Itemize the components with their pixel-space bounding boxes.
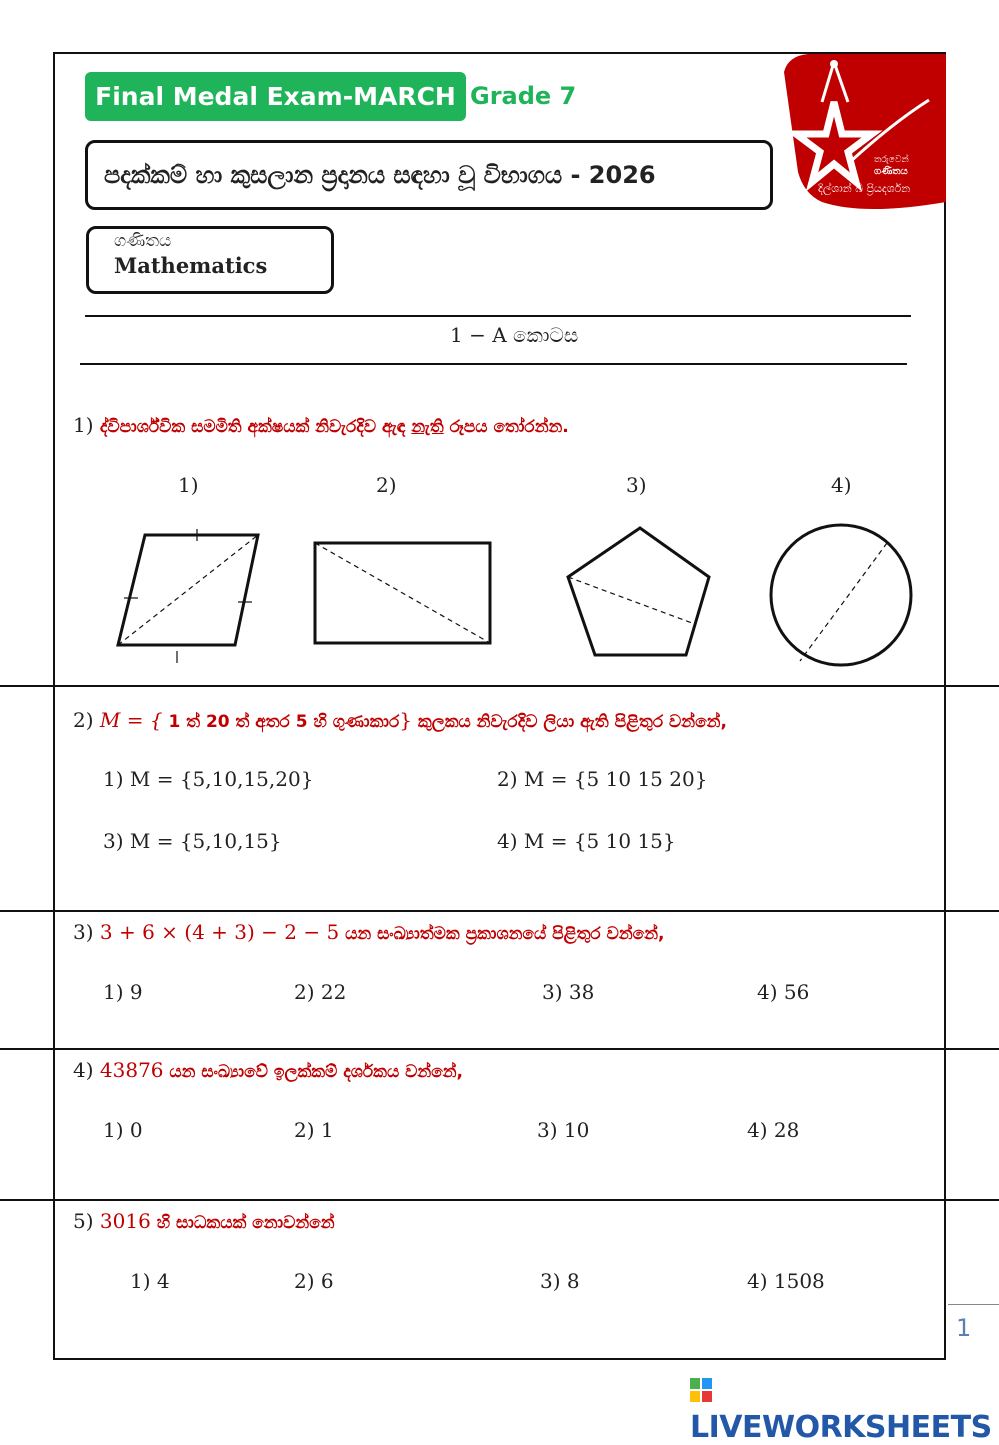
liveworksheets-logo-icon xyxy=(690,1375,712,1410)
brand-logo xyxy=(764,52,946,216)
option-4[interactable]: 4) 28 xyxy=(747,1118,800,1142)
sinhala-title-box xyxy=(85,140,773,210)
sinhala-title: පදක්කම් හා කුසලාන ප්‍රදානය සඳහා වූ විභාගය - 2026 xyxy=(104,161,656,189)
section-line-bottom xyxy=(80,363,907,365)
option-2[interactable]: 2) 1 xyxy=(294,1118,334,1142)
question-4 xyxy=(73,1058,463,1082)
question-divider xyxy=(0,685,999,687)
option-1[interactable]: 1) 0 xyxy=(103,1118,143,1142)
option-3[interactable]: 3) M = {5,10,15} xyxy=(103,829,282,853)
option-4[interactable]: 4) M = {5 10 15} xyxy=(497,829,676,853)
question-math: 3016 xyxy=(99,1209,151,1233)
section-line-top xyxy=(85,315,911,317)
question-text-underlined: නැති xyxy=(411,417,444,437)
q1-shapes xyxy=(100,515,930,675)
subject-sinhala: ගණිතය xyxy=(114,231,172,251)
question-number: 2) xyxy=(73,708,94,732)
option-4[interactable]: 4) 1508 xyxy=(747,1269,825,1293)
question-text: යන සංඛ්‍යාවේ ඉලක්කම් දර්ශකය වන්නේ, xyxy=(163,1062,463,1082)
question-text: හි සාධකයක් නොවන්නේ xyxy=(150,1213,335,1233)
option-2[interactable]: 2) 22 xyxy=(294,980,347,1004)
option-2[interactable]: 2) M = {5 10 15 20} xyxy=(497,767,708,791)
pentagon-icon xyxy=(568,528,709,655)
question-number: 5) xyxy=(73,1209,94,1233)
question-text-end: රූපය තෝරන්න. xyxy=(443,417,569,437)
question-math: M = { xyxy=(99,708,163,732)
exam-title-badge: Final Medal Exam-MARCH xyxy=(85,72,466,121)
watermark-text: LIVEWORKSHEETS xyxy=(690,1410,992,1445)
circle-icon xyxy=(771,525,911,665)
question-text: 1 ත් 20 ත් අතර 5 හි ගුණාකාර xyxy=(162,712,400,732)
shape-label-1: 1) xyxy=(178,473,199,497)
question-math: 3 + 6 × (4 + 3) − 2 − 5 xyxy=(99,920,340,944)
shape-label-2: 2) xyxy=(376,473,397,497)
question-5 xyxy=(73,1209,335,1233)
question-number: 1) xyxy=(73,413,94,437)
question-text: යන සංඛ්‍යාත්මක ප්‍රකාශනයේ පිළිතුර වන්නේ, xyxy=(339,924,665,944)
section-title: 1 − A කොටස xyxy=(450,323,579,347)
option-3[interactable]: 3) 38 xyxy=(542,980,595,1004)
logo-line1: තරුවෙන් xyxy=(874,155,909,165)
question-3 xyxy=(73,920,665,944)
shape-label-4: 4) xyxy=(831,473,852,497)
question-math: 43876 xyxy=(99,1058,164,1082)
liveworksheets-watermark xyxy=(690,1374,999,1445)
question-divider xyxy=(0,1199,999,1201)
question-text: ද්විපාර්ශ්වික සමමිති අක්ෂයක් නිවැරදිව ඇඳ xyxy=(99,417,412,437)
question-number: 3) xyxy=(73,920,94,944)
option-3[interactable]: 3) 10 xyxy=(537,1118,590,1142)
option-1[interactable]: 1) 9 xyxy=(103,980,143,1004)
rhombus-icon xyxy=(118,529,258,663)
logo-line2: ගණිතය xyxy=(874,166,908,177)
question-1 xyxy=(73,413,569,437)
option-4[interactable]: 4) 56 xyxy=(757,980,810,1004)
question-text-end: කුලකය නිවැරදිව ලියා ඇති පිළිතුර වන්නේ, xyxy=(412,712,727,732)
option-3[interactable]: 3) 8 xyxy=(540,1269,580,1293)
subject-box xyxy=(86,226,334,294)
question-divider xyxy=(0,1048,999,1050)
option-1[interactable]: 1) M = {5,10,15,20} xyxy=(103,767,314,791)
grade-label: Grade 7 xyxy=(470,82,577,110)
question-2 xyxy=(73,708,727,732)
question-number: 4) xyxy=(73,1058,94,1082)
shape-label-3: 3) xyxy=(626,473,647,497)
question-divider xyxy=(0,910,999,912)
page-number: 1 xyxy=(956,1314,972,1342)
question-math-end: } xyxy=(399,708,413,732)
rectangle-icon xyxy=(315,543,490,643)
logo-line3: දිල්ශාන් බී ප්‍රියදර්ශන xyxy=(818,182,911,195)
option-2[interactable]: 2) 6 xyxy=(294,1269,334,1293)
option-1[interactable]: 1) 4 xyxy=(130,1269,170,1293)
subject-english: Mathematics xyxy=(114,253,268,278)
page-number-rule xyxy=(948,1304,999,1305)
